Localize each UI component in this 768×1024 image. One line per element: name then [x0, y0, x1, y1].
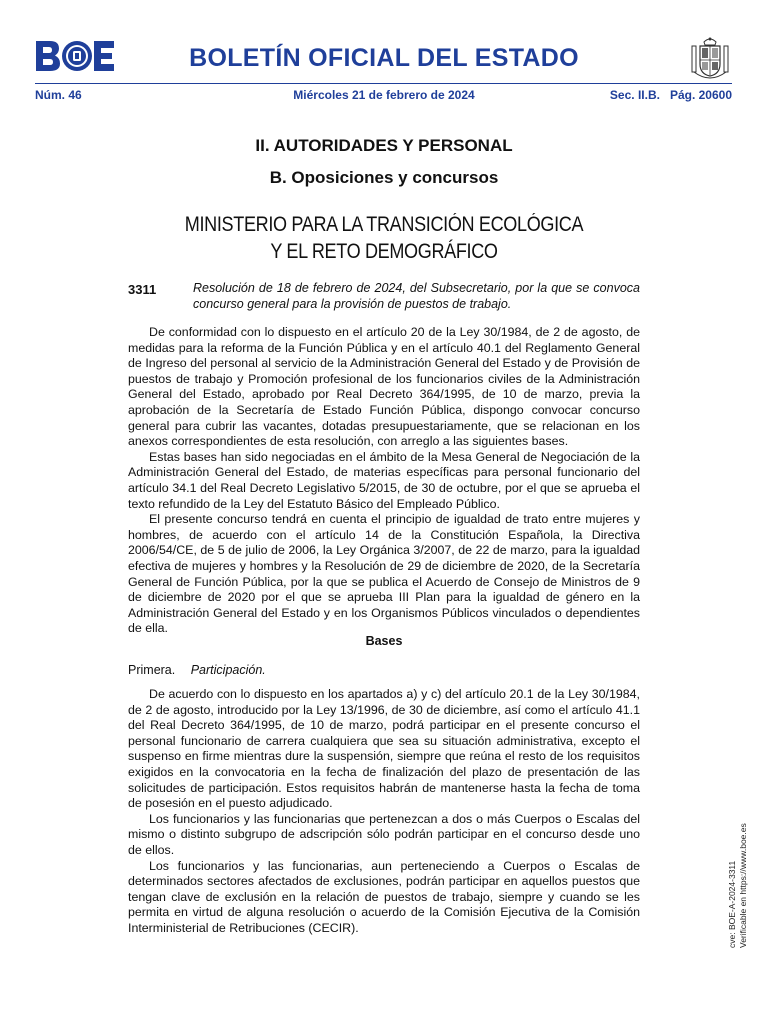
preamble: [128, 325, 640, 637]
verification-link[interactable]: Verificable en https://www.boe.es: [738, 823, 748, 948]
article-body: [128, 687, 640, 937]
section-title: II. AUTORIDADES Y PERSONAL: [255, 136, 513, 155]
issue-date: Miércoles 21 de febrero de 2024: [293, 88, 475, 102]
verification-note: [727, 823, 749, 948]
resolution-number: 3311: [128, 282, 157, 297]
paragraph: Los funcionarios y las funcionarias que pertenezcan a dos o más Cuerpos o Escalas del mismo o distinto subgrupo de adscripción sólo podrán participar en el concurso desde uno de ellos.: [128, 811, 640, 857]
article-heading: [128, 663, 266, 677]
ministry-line-1: MINISTERIO PARA LA TRANSICIÓN ECOLÓGICA: [184, 213, 584, 236]
coat-of-arms-svg: [690, 36, 730, 80]
paragraph: Estas bases han sido negociadas en el ámbito de la Mesa General de Negociación de la Administración General del Estado, de materias específicas para personal funcionario del artículo 34.1 del Real Decreto Legislativo 5/2015, de 30 de octubre, por el que se aprueba el texto refundido de la Ley del Estatuto Básico del Empleado Público.: [128, 449, 640, 511]
paragraph: De conformidad con lo dispuesto en el artículo 20 de la Ley 30/1984, de 2 de agosto, de medidas para la reforma de la Función Pública y en el artículo 40.1 del Reglamento General de Ingreso del personal al servicio de la Administración General del Estado y de Provisión de puestos de trabajo y Promoción profesional de los funcionarios civiles de la Administración General del Estado, aprobado por Real Decreto 364/1995, de 10 de marzo, previa la aprobación de la Secretaría de Estado Función Pública, dispongo convocar concurso general para cubrir las vacantes, dotadas presupuestariamente, que se relacionan en los anexos correspondientes de esta resolución, con arreglo a las siguientes bases.: [128, 325, 640, 449]
ministry-name: [157, 211, 611, 265]
paragraph: El presente concurso tendrá en cuenta el principio de igualdad de trato entre mujeres y hombres, de acuerdo con el artículo 14 de la Constitución Española, la Directiva 2006/54/CE, de 5 de julio de 2006, la Ley Orgánica 3/2007, de 22 de marzo, para la igualdad efectiva de mujeres y hombres y la Resolución de 29 de diciembre de 2020, de la Secretaría General de Función Pública, por la que se publica el Acuerdo de Consejo de Ministros de 9 de diciembre de 2020 por el que se aprueba III Plan para la igualdad de género en la Administración General del Estado y en los Organismos Públicos vinculados o dependientes de ella.: [128, 512, 640, 636]
paragraph: De acuerdo con lo dispuesto en los apartados a) y c) del artículo 20.1 de la Ley 30/1984, de 2 de agosto, introducido por la Ley 13/1996, de 30 de diciembre, así como el artículo 41.1 del Real Decreto 364/1995, de 10 de marzo, podrá participar en el presente concurso el personal funcionario de carrera cualquiera que sea su situación administrativa, excepto el suspenso en firme mientras dure la suspensión, siempre que reúna el resto de los requisitos exigidos en la convocatoria en la fecha de finalización del plazo de presentación de las solicitudes de participación. Estos requisitos habrán de mantenerse hasta la fecha de toma de posesión en el puesto adjudicado.: [128, 687, 640, 811]
boe-logo-icon: [35, 40, 115, 72]
cve-code: cve: BOE-A-2024-3311: [727, 860, 737, 948]
resolution-title: Resolución de 18 de febrero de 2024, del Subsecretario, por la que se convoca concurso general para la provisión de puestos de trabajo.: [193, 281, 640, 311]
article-label: Primera.: [128, 663, 176, 677]
section-subtitle: B. Oposiciones y concursos: [269, 168, 499, 187]
section-page: Sec. II.B. Pág. 20600: [609, 88, 732, 102]
page-header: [0, 0, 768, 110]
bases-heading: Bases: [365, 634, 403, 648]
ministry-line-2: Y EL RETO DEMOGRÁFICO: [270, 240, 498, 263]
boe-logo: [35, 40, 115, 77]
issue-number: Núm. 46: [35, 88, 82, 102]
paragraph: Los funcionarios y las funcionarias, aun perteneciendo a Cuerpos o Escalas de determinados sectores afectados de exclusiones, podrán participar en aquellos puestos que tengan clave de exclusión en la relación de puestos de trabajo, siempre y cuando se les permita en virtud de alguna resolución o acuerdo de la Comisión Ejecutiva de la Comisión Interministerial de Retribuciones (CECIR).: [128, 858, 640, 935]
article-title: Participación.: [190, 663, 266, 677]
coat-of-arms-icon: [690, 36, 730, 85]
gazette-title: BOLETÍN OFICIAL DEL ESTADO: [189, 44, 579, 72]
header-divider: [35, 83, 732, 84]
